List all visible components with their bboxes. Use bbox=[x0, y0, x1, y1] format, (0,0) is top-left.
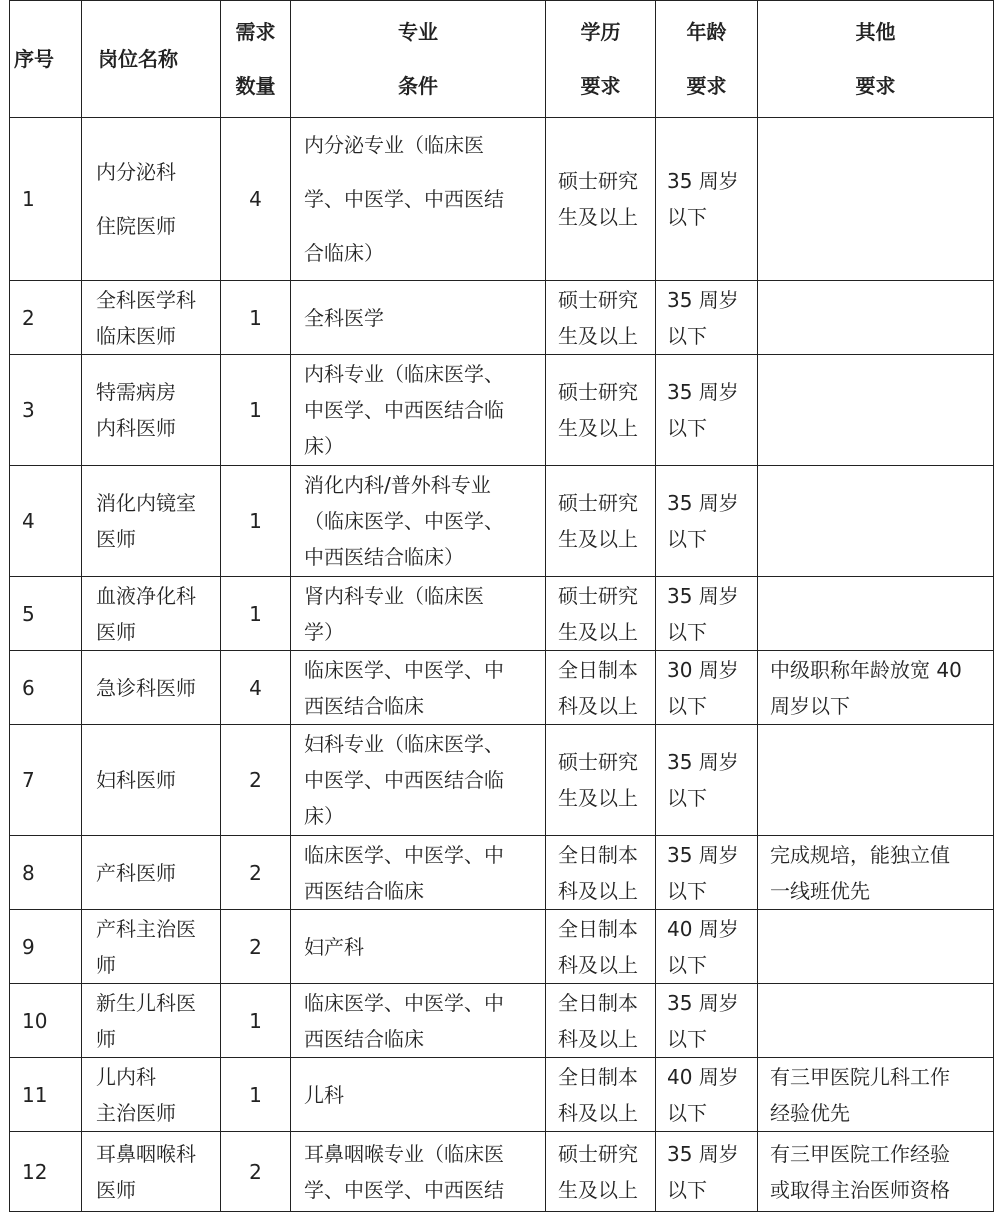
cell-major-line: 妇科专业（临床医学、 bbox=[304, 732, 504, 756]
cell-position-name-line: 消化内镜室 bbox=[96, 491, 196, 515]
cell-age-line: 35 周岁 bbox=[667, 287, 739, 312]
cell-no: 4 bbox=[10, 466, 82, 577]
cell-major-line: 床） bbox=[304, 804, 344, 828]
cell-age-line: 以下 bbox=[667, 619, 707, 644]
header-other-line-1: 其他 bbox=[855, 20, 896, 44]
cell-education-line: 硕士研究 bbox=[558, 750, 638, 774]
cell-major-line: 西医结合临床 bbox=[304, 878, 424, 903]
cell-education bbox=[546, 1132, 656, 1212]
cell-quantity: 1 bbox=[221, 355, 291, 466]
cell-age bbox=[656, 836, 758, 910]
cell-education-line: 科及以上 bbox=[558, 952, 638, 977]
cell-other-line: 或取得主治医师资格 bbox=[770, 1177, 950, 1202]
cell-major-line: 西医结合临床 bbox=[304, 693, 424, 718]
cell-major-line: 耳鼻咽喉专业（临床医 bbox=[304, 1141, 504, 1166]
cell-position-name-line: 内分泌科 bbox=[96, 160, 176, 184]
cell-other bbox=[758, 577, 994, 651]
cell-major-line: 临床医学、中医学、中 bbox=[304, 990, 504, 1015]
cell-age-line: 以下 bbox=[667, 1100, 707, 1125]
cell-major-line: 妇产科 bbox=[304, 934, 364, 959]
cell-major-line: 中医学、中西医结合临 bbox=[304, 398, 504, 422]
header-no: 序号 bbox=[10, 1, 82, 118]
cell-position-name-line: 耳鼻咽喉科 bbox=[96, 1141, 196, 1166]
cell-other-line: 有三甲医院儿科工作 bbox=[770, 1064, 950, 1089]
cell-position-name bbox=[82, 651, 221, 725]
header-qty bbox=[221, 1, 291, 118]
cell-position-name-line: 住院医师 bbox=[96, 214, 176, 238]
cell-position-name-line: 儿内科 bbox=[96, 1064, 156, 1089]
cell-major-line: 中医学、中西医结合临 bbox=[304, 768, 504, 792]
cell-education-line: 硕士研究 bbox=[558, 583, 638, 608]
table-row bbox=[10, 725, 994, 836]
cell-quantity: 1 bbox=[221, 984, 291, 1058]
cell-position-name-line: 师 bbox=[96, 952, 116, 977]
cell-education-line: 硕士研究 bbox=[558, 287, 638, 312]
cell-education bbox=[546, 1058, 656, 1132]
cell-quantity: 4 bbox=[221, 651, 291, 725]
cell-position-name-line: 内科医师 bbox=[96, 416, 176, 440]
cell-education-line: 全日制本 bbox=[558, 1064, 638, 1089]
cell-other bbox=[758, 1132, 994, 1212]
cell-age-line: 40 周岁 bbox=[667, 916, 739, 941]
header-edu-line-1: 学历 bbox=[580, 20, 621, 44]
cell-major-line: 临床医学、中医学、中 bbox=[304, 657, 504, 682]
cell-position-name bbox=[82, 355, 221, 466]
cell-major bbox=[291, 1058, 546, 1132]
cell-education bbox=[546, 836, 656, 910]
header-other bbox=[758, 1, 994, 118]
cell-position-name bbox=[82, 118, 221, 281]
cell-position-name bbox=[82, 1132, 221, 1212]
cell-no: 5 bbox=[10, 577, 82, 651]
cell-age-line: 以下 bbox=[667, 1177, 707, 1202]
cell-age bbox=[656, 910, 758, 984]
cell-major bbox=[291, 651, 546, 725]
cell-quantity: 1 bbox=[221, 466, 291, 577]
cell-position-name-line: 临床医师 bbox=[96, 323, 176, 348]
cell-age-line: 以下 bbox=[667, 878, 707, 903]
header-other-line-2: 要求 bbox=[855, 74, 896, 98]
cell-no: 12 bbox=[10, 1132, 82, 1212]
table-row bbox=[10, 1058, 994, 1132]
cell-other bbox=[758, 651, 994, 725]
cell-position-name bbox=[82, 984, 221, 1058]
cell-position-name bbox=[82, 836, 221, 910]
cell-major-line: （临床医学、中医学、 bbox=[304, 509, 504, 533]
cell-age-line: 35 周岁 bbox=[667, 750, 739, 774]
cell-no: 7 bbox=[10, 725, 82, 836]
cell-age bbox=[656, 1132, 758, 1212]
table-row bbox=[10, 651, 994, 725]
cell-age-line: 以下 bbox=[667, 323, 707, 348]
cell-no: 3 bbox=[10, 355, 82, 466]
cell-major bbox=[291, 466, 546, 577]
cell-education-line: 生及以上 bbox=[558, 527, 638, 551]
cell-age bbox=[656, 466, 758, 577]
table-row bbox=[10, 577, 994, 651]
table-row bbox=[10, 984, 994, 1058]
cell-education bbox=[546, 984, 656, 1058]
cell-age-line: 30 周岁 bbox=[667, 657, 739, 682]
cell-major bbox=[291, 910, 546, 984]
cell-education-line: 全日制本 bbox=[558, 842, 638, 867]
cell-education-line: 科及以上 bbox=[558, 1100, 638, 1125]
cell-age-line: 以下 bbox=[667, 786, 707, 810]
cell-no: 9 bbox=[10, 910, 82, 984]
cell-position-name-line: 师 bbox=[96, 1026, 116, 1051]
cell-education-line: 全日制本 bbox=[558, 657, 638, 682]
cell-quantity: 2 bbox=[221, 836, 291, 910]
cell-education bbox=[546, 910, 656, 984]
cell-quantity: 1 bbox=[221, 1058, 291, 1132]
cell-position-name bbox=[82, 1058, 221, 1132]
cell-quantity: 2 bbox=[221, 1132, 291, 1212]
header-age-line-1: 年龄 bbox=[686, 20, 727, 44]
cell-other-line: 中级职称年龄放宽 40 bbox=[770, 657, 962, 682]
cell-age-line: 35 周岁 bbox=[667, 1141, 739, 1166]
cell-other bbox=[758, 836, 994, 910]
cell-quantity: 4 bbox=[221, 118, 291, 281]
table-row bbox=[10, 466, 994, 577]
cell-no: 2 bbox=[10, 281, 82, 355]
header-qty-line-1: 需求 bbox=[235, 20, 276, 44]
cell-quantity: 1 bbox=[221, 281, 291, 355]
cell-major bbox=[291, 836, 546, 910]
cell-no: 10 bbox=[10, 984, 82, 1058]
cell-education bbox=[546, 355, 656, 466]
header-age bbox=[656, 1, 758, 118]
cell-major bbox=[291, 984, 546, 1058]
cell-age bbox=[656, 281, 758, 355]
cell-age bbox=[656, 651, 758, 725]
cell-no: 11 bbox=[10, 1058, 82, 1132]
cell-education-line: 科及以上 bbox=[558, 693, 638, 718]
cell-age bbox=[656, 118, 758, 281]
cell-major-line: 全科医学 bbox=[304, 305, 384, 330]
cell-age-line: 以下 bbox=[667, 416, 707, 440]
cell-position-name-line: 医师 bbox=[96, 1177, 136, 1202]
cell-age bbox=[656, 577, 758, 651]
cell-position-name-line: 医师 bbox=[96, 619, 136, 644]
table-header bbox=[10, 1, 994, 118]
cell-major-line: 中西医结合临床） bbox=[304, 545, 464, 569]
cell-age-line: 35 周岁 bbox=[667, 990, 739, 1015]
cell-age-line: 以下 bbox=[667, 1026, 707, 1051]
cell-education-line: 生及以上 bbox=[558, 205, 638, 229]
cell-position-name bbox=[82, 577, 221, 651]
header-major-line-1: 专业 bbox=[398, 20, 438, 44]
cell-position-name-line: 全科医学科 bbox=[96, 287, 196, 312]
cell-no: 8 bbox=[10, 836, 82, 910]
cell-other bbox=[758, 984, 994, 1058]
cell-major-line: 学、中医学、中西医结 bbox=[304, 1177, 504, 1202]
cell-education-line: 科及以上 bbox=[558, 1026, 638, 1051]
cell-major bbox=[291, 281, 546, 355]
cell-education bbox=[546, 577, 656, 651]
cell-age bbox=[656, 355, 758, 466]
cell-position-name bbox=[82, 910, 221, 984]
cell-age-line: 以下 bbox=[667, 205, 707, 229]
cell-major bbox=[291, 725, 546, 836]
cell-position-name-line: 新生儿科医 bbox=[96, 990, 196, 1015]
cell-other bbox=[758, 910, 994, 984]
header-edu-line-2: 要求 bbox=[580, 74, 621, 98]
cell-quantity: 2 bbox=[221, 725, 291, 836]
cell-education-line: 硕士研究 bbox=[558, 380, 638, 404]
cell-age-line: 以下 bbox=[667, 693, 707, 718]
header-row bbox=[10, 1, 994, 118]
cell-other bbox=[758, 725, 994, 836]
cell-other-line: 周岁以下 bbox=[770, 693, 850, 718]
cell-other bbox=[758, 281, 994, 355]
cell-major-line: 临床医学、中医学、中 bbox=[304, 842, 504, 867]
cell-major bbox=[291, 1132, 546, 1212]
cell-position-name-line: 血液净化科 bbox=[96, 583, 196, 608]
cell-major bbox=[291, 577, 546, 651]
table-row bbox=[10, 1132, 994, 1212]
cell-major bbox=[291, 118, 546, 281]
cell-other-line: 完成规培，能独立值 bbox=[770, 842, 950, 867]
header-name: 岗位名称 bbox=[82, 1, 221, 118]
table-row bbox=[10, 118, 994, 281]
cell-position-name-line: 主治医师 bbox=[96, 1100, 176, 1125]
cell-major-line: 内科专业（临床医学、 bbox=[304, 362, 504, 386]
cell-education-line: 生及以上 bbox=[558, 1177, 638, 1202]
cell-age-line: 35 周岁 bbox=[667, 842, 739, 867]
recruitment-table bbox=[9, 0, 994, 1212]
cell-position-name-line: 产科医师 bbox=[96, 860, 176, 885]
cell-position-name-line: 急诊科医师 bbox=[96, 675, 196, 700]
cell-age-line: 35 周岁 bbox=[667, 169, 739, 193]
cell-major-line: 西医结合临床 bbox=[304, 1026, 424, 1051]
cell-major-line: 床） bbox=[304, 434, 344, 458]
cell-position-name-line: 特需病房 bbox=[96, 380, 176, 404]
cell-other bbox=[758, 466, 994, 577]
cell-major-line: 消化内科/普外科专业 bbox=[304, 473, 491, 497]
table-row bbox=[10, 836, 994, 910]
cell-education bbox=[546, 466, 656, 577]
cell-other-line: 一线班优先 bbox=[770, 878, 870, 903]
cell-major-line: 学） bbox=[304, 619, 344, 644]
header-major-line-2: 条件 bbox=[398, 74, 438, 98]
cell-age-line: 35 周岁 bbox=[667, 583, 739, 608]
cell-major-line: 合临床） bbox=[304, 241, 384, 265]
cell-position-name bbox=[82, 466, 221, 577]
cell-education bbox=[546, 651, 656, 725]
cell-education-line: 硕士研究 bbox=[558, 1141, 638, 1166]
cell-quantity: 2 bbox=[221, 910, 291, 984]
header-qty-line-2: 数量 bbox=[235, 74, 276, 98]
cell-major-line: 儿科 bbox=[304, 1082, 344, 1107]
cell-age bbox=[656, 725, 758, 836]
cell-education-line: 生及以上 bbox=[558, 786, 638, 810]
cell-education-line: 生及以上 bbox=[558, 323, 638, 348]
header-age-line-2: 要求 bbox=[686, 74, 727, 98]
cell-age-line: 35 周岁 bbox=[667, 491, 739, 515]
cell-major bbox=[291, 355, 546, 466]
cell-major-line: 内分泌专业（临床医 bbox=[304, 133, 484, 157]
cell-education bbox=[546, 118, 656, 281]
cell-education-line: 硕士研究 bbox=[558, 169, 638, 193]
cell-other bbox=[758, 355, 994, 466]
cell-quantity: 1 bbox=[221, 577, 291, 651]
cell-position-name-line: 医师 bbox=[96, 527, 136, 551]
header-edu bbox=[546, 1, 656, 118]
cell-position-name bbox=[82, 725, 221, 836]
table-body bbox=[10, 118, 994, 1212]
cell-education-line: 全日制本 bbox=[558, 990, 638, 1015]
cell-education-line: 全日制本 bbox=[558, 916, 638, 941]
cell-no: 1 bbox=[10, 118, 82, 281]
cell-education-line: 生及以上 bbox=[558, 416, 638, 440]
cell-age-line: 以下 bbox=[667, 527, 707, 551]
cell-age-line: 以下 bbox=[667, 952, 707, 977]
cell-position-name-line: 妇科医师 bbox=[96, 768, 176, 792]
header-major bbox=[291, 1, 546, 118]
cell-major-line: 学、中医学、中西医结 bbox=[304, 187, 504, 211]
cell-education-line: 科及以上 bbox=[558, 878, 638, 903]
cell-education bbox=[546, 281, 656, 355]
cell-education bbox=[546, 725, 656, 836]
cell-position-name bbox=[82, 281, 221, 355]
table-row bbox=[10, 355, 994, 466]
cell-position-name-line: 产科主治医 bbox=[96, 916, 196, 941]
table-row bbox=[10, 910, 994, 984]
cell-no: 6 bbox=[10, 651, 82, 725]
cell-other-line: 经验优先 bbox=[770, 1100, 850, 1125]
cell-education-line: 生及以上 bbox=[558, 619, 638, 644]
table-row bbox=[10, 281, 994, 355]
cell-other bbox=[758, 118, 994, 281]
cell-age bbox=[656, 1058, 758, 1132]
cell-age-line: 35 周岁 bbox=[667, 380, 739, 404]
cell-age bbox=[656, 984, 758, 1058]
cell-other-line: 有三甲医院工作经验 bbox=[770, 1141, 950, 1166]
cell-age-line: 40 周岁 bbox=[667, 1064, 739, 1089]
cell-education-line: 硕士研究 bbox=[558, 491, 638, 515]
cell-other bbox=[758, 1058, 994, 1132]
cell-major-line: 肾内科专业（临床医 bbox=[304, 583, 484, 608]
